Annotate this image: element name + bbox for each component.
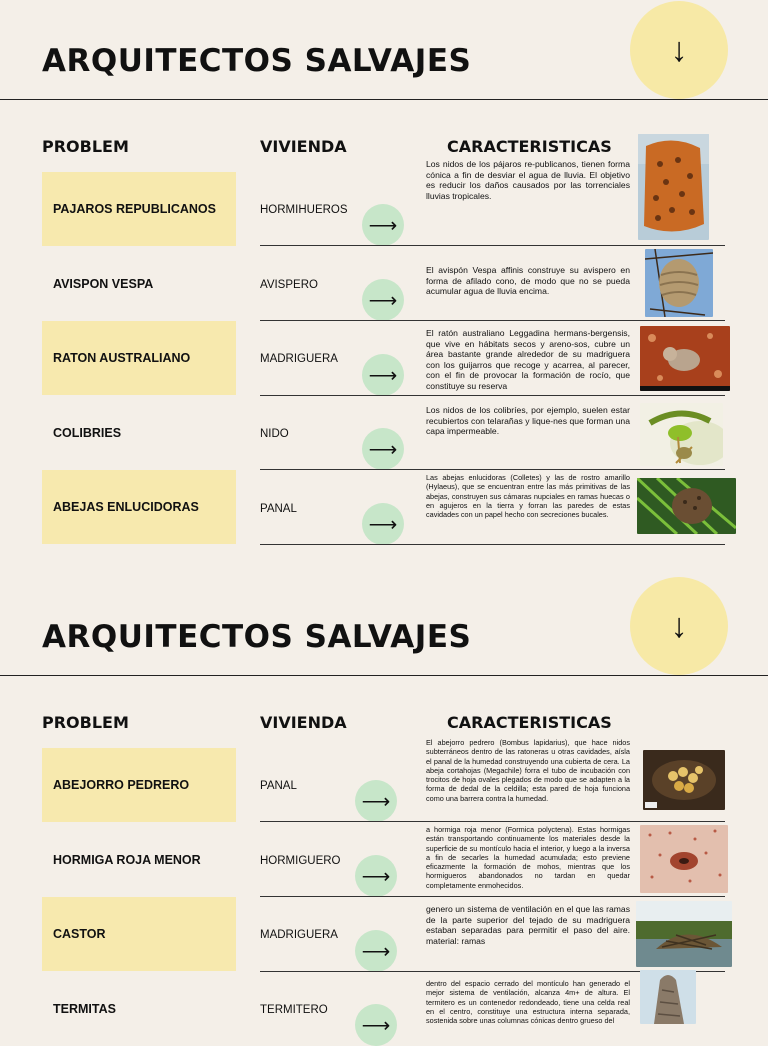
arrow-right-icon: ⟶ bbox=[361, 790, 391, 813]
mouse-photo bbox=[640, 326, 730, 391]
arrow-right-icon: ⟶ bbox=[368, 289, 398, 312]
arrow-right-icon: ⟶ bbox=[368, 513, 398, 536]
problem-cell: HORMIGA ROJA MENOR bbox=[53, 853, 201, 867]
problem-cell: CASTOR bbox=[42, 897, 236, 971]
scroll-down-button[interactable] bbox=[630, 577, 728, 675]
hummingbird-photo bbox=[640, 403, 723, 466]
arrow-button[interactable] bbox=[355, 930, 397, 972]
bee-nest-photo bbox=[637, 478, 736, 534]
page-title: ARQUITECTOS SALVAJES bbox=[42, 43, 472, 79]
problem-cell: ABEJAS ENLUCIDORAS bbox=[42, 470, 236, 544]
row-divider bbox=[260, 469, 725, 470]
row-divider bbox=[260, 245, 725, 246]
arrow-button[interactable] bbox=[355, 780, 397, 822]
arrow-right-icon: ⟶ bbox=[361, 940, 391, 963]
row-divider bbox=[260, 395, 725, 396]
arrow-button[interactable] bbox=[355, 1004, 397, 1046]
termite-mound-photo bbox=[640, 970, 696, 1024]
description-cell: a hormiga roja menor (Formica polyctena). Estas hormigas están transportando continuamente los materiales desde la superficie de su montículo hacia el interior, y luego a la inversa a fin de secarles la humedad acumulada; esto previene eficazmente la formación de mohos, mientras que los hormigueros abandonados no tardan en quedar completamente enmohecidos. bbox=[426, 825, 630, 890]
header-caracteristicas: CARACTERISTICAS bbox=[447, 713, 612, 732]
vivienda-cell: MADRIGUERA bbox=[260, 353, 338, 365]
arrow-right-icon: ⟶ bbox=[368, 364, 398, 387]
row-divider bbox=[260, 320, 725, 321]
description-cell: genero un sistema de ventilación en el que las ramas de la parte superior del tejado de su madriguera estaban separadas para permitir el paso del aire. material: ramas bbox=[426, 904, 630, 946]
vivienda-cell: NIDO bbox=[260, 428, 289, 440]
arrow-button[interactable] bbox=[362, 279, 404, 321]
header-vivienda: VIVIENDA bbox=[260, 713, 347, 732]
arrow-right-icon: ⟶ bbox=[368, 438, 398, 461]
vivienda-cell: MADRIGUERA bbox=[260, 929, 338, 941]
section-2 bbox=[0, 576, 768, 1037]
vivienda-cell: PANAL bbox=[260, 780, 297, 792]
vivienda-cell: PANAL bbox=[260, 503, 297, 515]
problem-cell: ABEJORRO PEDRERO bbox=[42, 748, 236, 822]
description-cell: Las abejas enlucidoras (Colletes) y las de rostro amarillo (Hylaeus), que se encuentran entre las más primitivas de las abejas, construyen sus cámaras nupciales en ramas huecas o en agujeros en la tierra y forran las paredes de estas cavidades con un papel hecho con secreciones bucales. bbox=[426, 473, 630, 520]
page-title: ARQUITECTOS SALVAJES bbox=[42, 619, 472, 655]
problem-cell: COLIBRIES bbox=[53, 426, 122, 440]
vivienda-cell: AVISPERO bbox=[260, 279, 318, 291]
problem-cell: TERMITAS bbox=[53, 1002, 116, 1016]
title-divider bbox=[0, 99, 768, 100]
anthill-photo bbox=[640, 825, 728, 893]
bumblebee-nest-photo bbox=[643, 750, 725, 810]
vivienda-cell: HORMIGUERO bbox=[260, 855, 341, 867]
header-problem: PROBLEM bbox=[42, 713, 129, 732]
vivienda-cell: HORMIHUEROS bbox=[260, 204, 348, 216]
beaver-lodge-photo bbox=[636, 901, 732, 967]
arrow-button[interactable] bbox=[362, 428, 404, 470]
header-problem: PROBLEM bbox=[42, 137, 129, 156]
arrow-button[interactable] bbox=[362, 354, 404, 396]
title-divider bbox=[0, 675, 768, 676]
arrow-right-icon: ⟶ bbox=[361, 1014, 391, 1037]
vivienda-cell: TERMITERO bbox=[260, 1004, 328, 1016]
row-divider bbox=[260, 544, 725, 545]
arrow-right-icon: ⟶ bbox=[368, 214, 398, 237]
arrow-down-icon: ↓ bbox=[670, 606, 688, 645]
arrow-right-icon: ⟶ bbox=[361, 865, 391, 888]
arrow-button[interactable] bbox=[362, 204, 404, 246]
problem-cell: AVISPON VESPA bbox=[53, 277, 154, 291]
row-divider bbox=[260, 821, 725, 822]
problem-cell: RATON AUSTRALIANO bbox=[42, 321, 236, 395]
weaver-nest-photo bbox=[638, 134, 709, 240]
description-cell: Los nidos de los pájaros re-publicanos, tienen forma cónica a fin de desviar el agua de lluvia. El objetivo es reducir los daños causados por las torrenciales lluvias tropicales. bbox=[426, 159, 630, 201]
arrow-down-icon: ↓ bbox=[670, 30, 688, 69]
header-caracteristicas: CARACTERISTICAS bbox=[447, 137, 612, 156]
arrow-button[interactable] bbox=[355, 855, 397, 897]
row-divider bbox=[260, 896, 725, 897]
description-cell: El avispón Vespa affinis construye su avispero en forma de afilado cono, de modo que no se pueda acumular agua de lluvia encima. bbox=[426, 265, 630, 297]
description-cell: El ratón australiano Leggadina hermans-bergensis, que vive en hábitats secos y areno-sos, cubre un área bastante grande alrededor de su madriguera con los guijarros que recoge y acarrea, al parecer, con el fin de provocar la formación de rocío, que constituye su reserva bbox=[426, 328, 630, 391]
wasp-nest-photo bbox=[645, 249, 713, 317]
description-cell: El abejorro pedrero (Bombus lapidarius), que hace nidos subterráneos dentro de las ratoneras u otras cavidades, aísla el panal de la humedad construyendo una cubierta de cera. La abeja cortahojas (Megachile) forra el tubo de incubación con trocitos de hoja ovales plegados de modo que se adapten a la forma de dedal de la celdilla; esta pared de hoja funciona como una barrera contra la humedad. bbox=[426, 738, 630, 803]
description-cell: Los nidos de los colibríes, por ejemplo, suelen estar recubiertos con telarañas y lique-nes que forman una capa impermeable. bbox=[426, 405, 630, 437]
scroll-down-button[interactable] bbox=[630, 1, 728, 99]
description-cell: dentro del espacio cerrado del montículo han generado el mejor sistema de ventilación, alcanza 4m+ de altura. El termitero es un contenedor redondeado, tiene una celda real en el centro, constituye una estructura interna separada, sostenida sobre unas columnas cónicas dentro grueso del bbox=[426, 979, 630, 1026]
problem-cell: PAJAROS REPUBLICANOS bbox=[42, 172, 236, 246]
arrow-button[interactable] bbox=[362, 503, 404, 545]
header-vivienda: VIVIENDA bbox=[260, 137, 347, 156]
